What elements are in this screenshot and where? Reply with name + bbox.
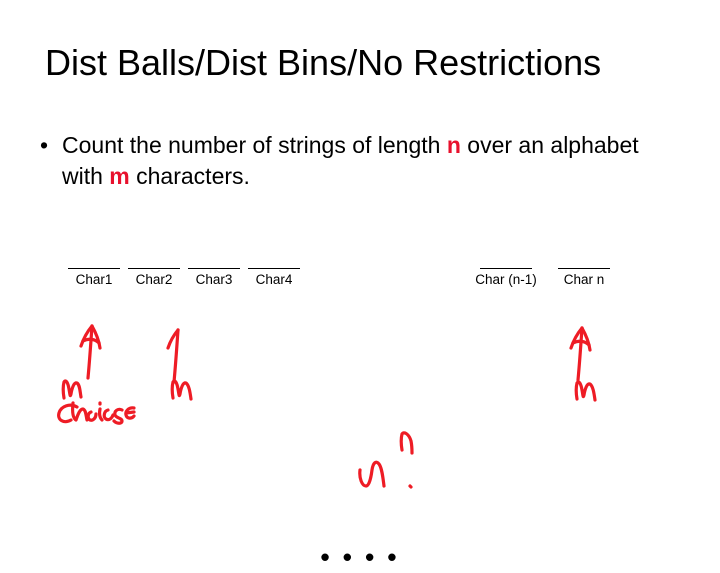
bullet-list: [40, 130, 670, 192]
char-slot-3: [186, 268, 242, 288]
char-slot-label: Char2: [135, 272, 173, 287]
blank-line-1: [68, 268, 120, 269]
blank-line-5: [480, 268, 532, 269]
ellipsis-dots: • • • •: [320, 542, 400, 572]
char-slot-label: Char1: [75, 272, 113, 287]
char-slot-n: [552, 268, 616, 288]
list-item: [40, 130, 670, 192]
bullet-highlight-m: m: [109, 163, 130, 190]
blank-line-4: [248, 268, 300, 269]
bullet-marker: •: [40, 132, 49, 158]
ink-m-under-char-n: [576, 382, 595, 400]
character-slots: [0, 268, 720, 572]
ink-m-center: [360, 462, 411, 487]
blank-line-3: [188, 268, 240, 269]
char-slot-label: Char4: [255, 272, 293, 287]
ink-n-label: [401, 433, 412, 453]
char-slot-label: Char (n-1): [475, 272, 537, 287]
ink-arrow-char2: [168, 330, 178, 382]
ink-m-under-char1: [63, 381, 81, 398]
char-slot-4: [246, 268, 302, 288]
bullet-text: [62, 130, 670, 192]
ink-choices-label: [59, 403, 134, 423]
bullet-text-part3: characters.: [129, 163, 250, 190]
char-slot-1: [66, 268, 122, 288]
bullet-text-part1: Count the number of strings of length: [62, 132, 447, 158]
char-slot-n-minus-1: [466, 268, 546, 288]
blank-line-6: [558, 268, 610, 269]
char-slot-label: Char3: [195, 272, 233, 287]
ink-arrow-char-n: [571, 328, 590, 380]
bullet-highlight-n: n: [446, 132, 461, 158]
ink-m-under-char2: [172, 381, 191, 399]
bullet-text-part2: over an alphabet with: [62, 132, 639, 190]
page-title: Dist Balls/Dist Bins/No Restrictions: [45, 42, 602, 83]
ink-arrow-char1: [81, 326, 100, 378]
char-slot-2: [126, 268, 182, 288]
char-slot-label: Char n: [563, 272, 605, 287]
blank-line-2: [128, 268, 180, 269]
